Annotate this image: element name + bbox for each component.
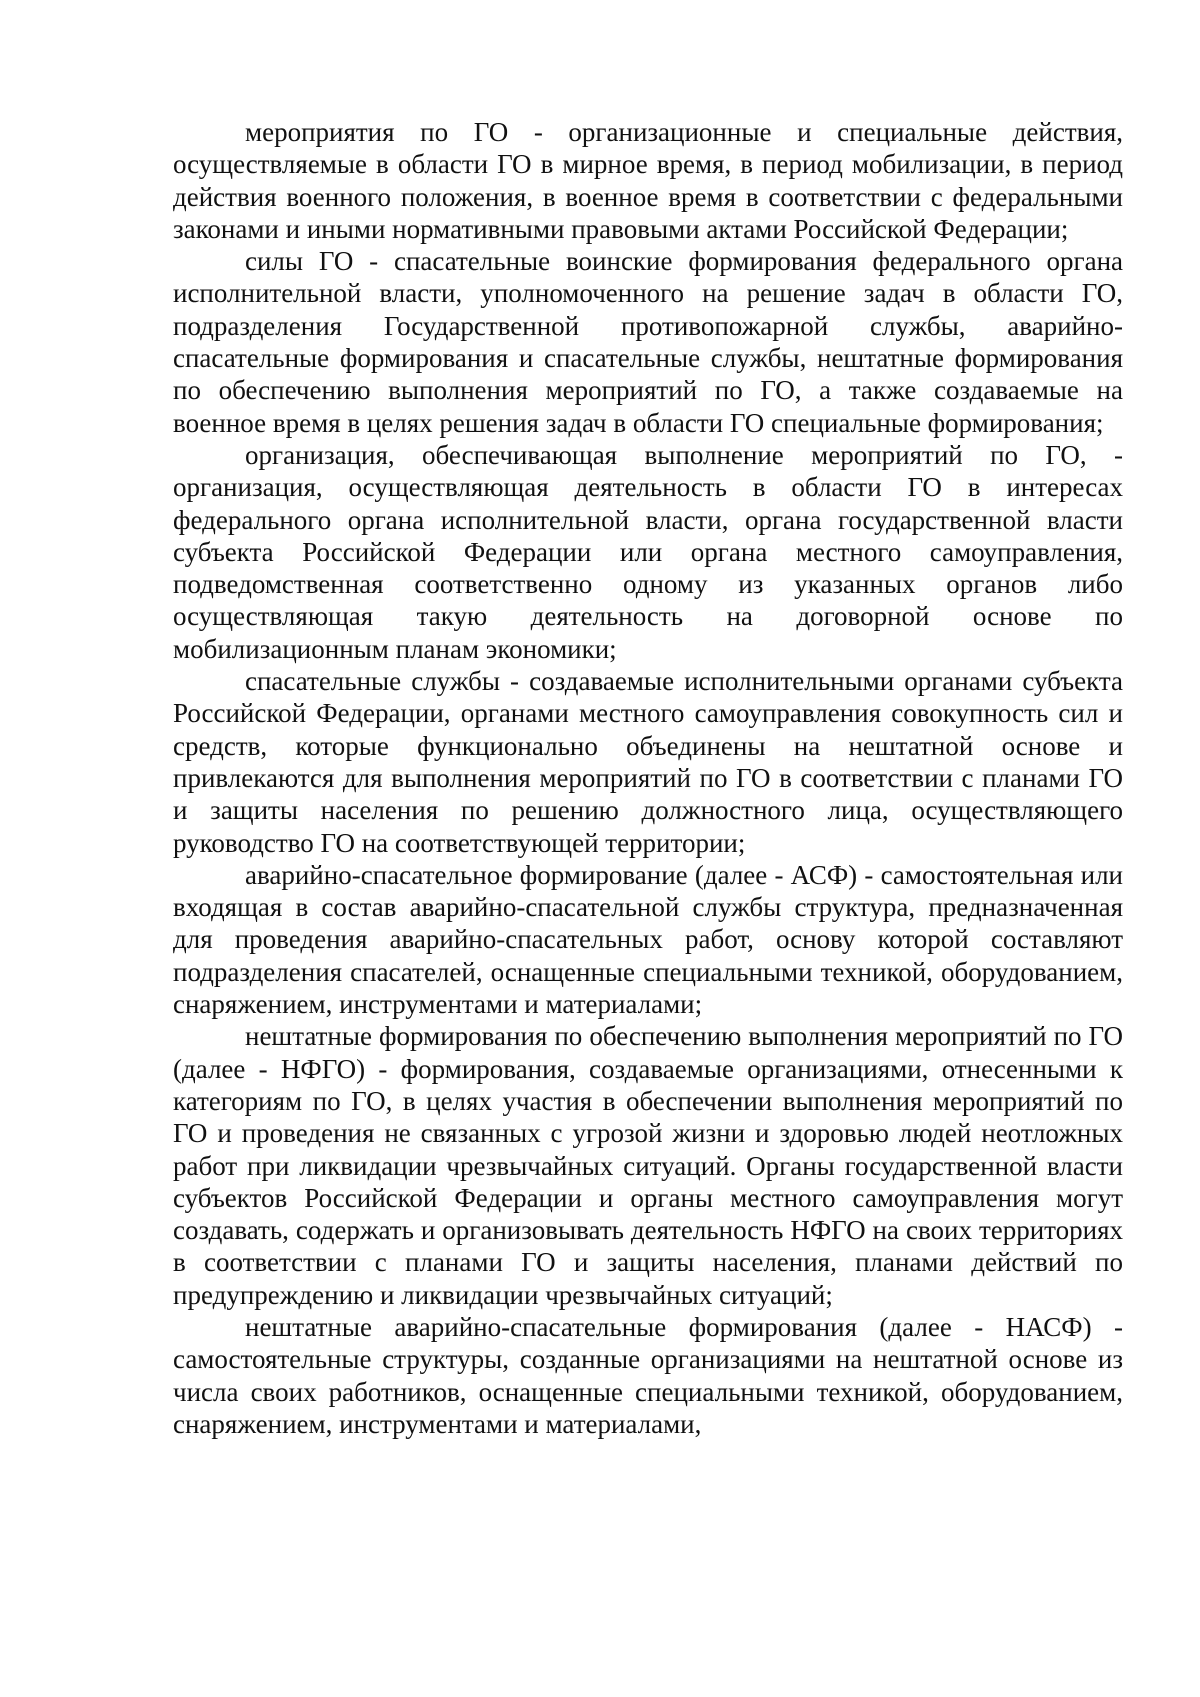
paragraph-go-forces: силы ГО - спасательные воинские формирования федерального органа исполнительной власти, уполномоченного на решение задач в области ГО, подразделения Государственной противопожарной службы, аварийно-спасательные формирования и спасательные службы, нештатные формирования по обеспечению выполнения мероприятий по ГО, а также создаваемые на военное время в целях решения задач в области ГО специальные формирования; [173,246,1123,438]
paragraph-nfgo: нештатные формирования по обеспечению выполнения мероприятий по ГО (далее - НФГО) - формирования, создаваемые организациями, отнесенными к категориям по ГО, в целях участия в обеспечении выполнения мероприятий по ГО и проведения не связанных с угрозой жизни и здоровью людей неотложных работ при ликвидации чрезвычайных ситуаций. Органы государственной власти субъектов Российской Федерации и органы местного самоуправления могут создавать, содержать и организовывать деятельность НФГО на своих территориях в соответствии с планами ГО и защиты населения, планами действий по предупреждению и ликвидации чрезвычайных ситуаций; [173,1021,1123,1310]
paragraph-rescue-services: спасательные службы - создаваемые исполнительными органами субъекта Российской Федерации, органами местного самоуправления совокупность сил и средств, которые функционально объединены на нештатной основе и привлекаются для выполнения мероприятий по ГО в соответствии с планами ГО и защиты населения по решению должностного лица, осуществляющего руководство ГО на соответствующей территории; [173,666,1123,858]
document-body [173,116,1123,1440]
paragraph-asf: аварийно-спасательное формирование (далее - АСФ) - самостоятельная или входящая в состав аварийно-спасательной службы структура, предназначенная для проведения аварийно-спасательных работ, основу которой составляют подразделения спасателей, оснащенные специальными техникой, оборудованием, снаряжением, инструментами и материалами; [173,859,1123,1020]
paragraph-nasf: нештатные аварийно-спасательные формирования (далее - НАСФ) - самостоятельные структуры, созданные организациями на нештатной основе из числа своих работников, оснащенные специальными техникой, оборудованием, снаряжением, инструментами и материалами, [173,1311,1123,1439]
paragraph-go-measures: мероприятия по ГО - организационные и специальные действия, осуществляемые в области ГО в мирное время, в период мобилизации, в период действия военного положения, в военное время в соответствии с федеральными законами и иными нормативными правовыми актами Российской Федерации; [173,117,1123,244]
paragraph-supporting-organization: организация, обеспечивающая выполнение мероприятий по ГО, - организация, осуществляющая деятельность в области ГО в интересах федерального органа исполнительной власти, органа государственной власти субъекта Российской Федерации или органа местного самоуправления, подведомственная соответственно одному из указанных органов либо осуществляющая такую деятельность на договорной основе по мобилизационным планам экономики; [173,439,1123,664]
